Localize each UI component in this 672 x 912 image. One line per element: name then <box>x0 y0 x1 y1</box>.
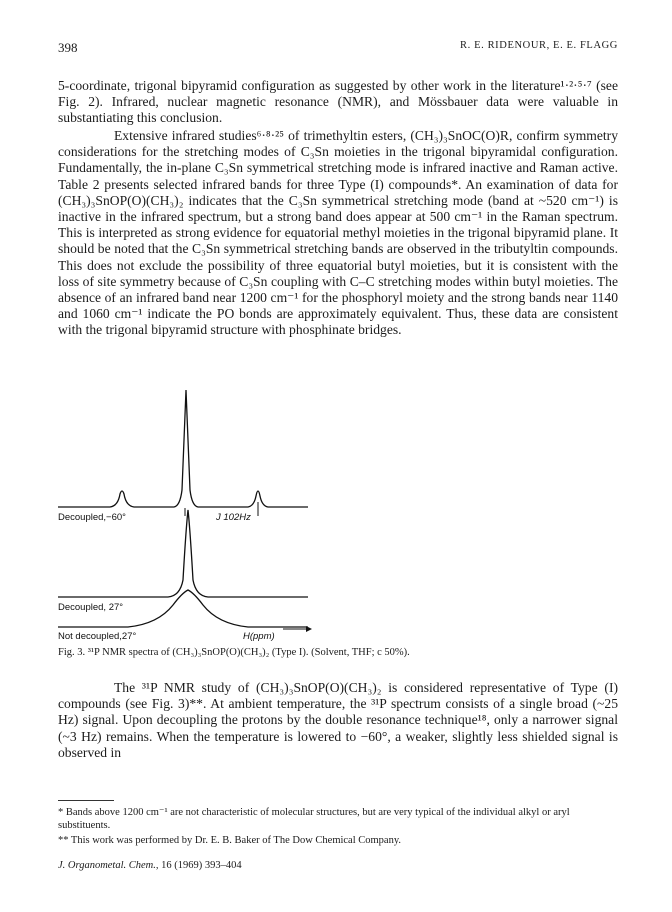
page-number: 398 <box>58 40 78 55</box>
paragraph-2-text: Extensive infrared studies⁶·⁸·²⁵ of trimethyltin esters, (CH₃)₃SnOC(O)R, confirm symmetry considerations for the stretching modes of C₃Sn moieties in the trigonal bipyramidal configuration. Fundamentally, the in-plane C₃Sn symmetrical stretching mode is infrared inactive and Raman active. Table 2 presents selected infrared bands for three Type (I) compounds*. An examination of data for (CH₃)₃SnOP(O)(CH₃)₂ indicates that the C₃Sn symmetrical stretching mode (band at ~520 cm⁻¹) is inactive in the infrared spectrum, but a strong band does appear at 500 cm⁻¹ in the Raman spectrum. This is interpreted as strong evidence for equatorial methyl moieties in the trigonal bipyramid plane. It should be noted that the C₃Sn symmetrical stretching bands are observed in the tributyltin compounds. This does not exclude the possibility of three equatorial butyl moieties, but it is consistent with the loss of site symmetry because of C₃Sn coupling with C–C stretching modes within butyl moieties. The absence of an infrared band near 1200 cm⁻¹ for the phosphoryl moiety and the strong bands near 1140 and 1060 cm⁻¹ indicate the PO bonds are approximately equivalent. Thus, these data are consistent with the trigonal bipyramid structure with phosphinate bridges. <box>58 128 618 338</box>
paragraph-3 <box>58 680 618 761</box>
coupling-constant-label: J 102Hz <box>216 512 251 523</box>
journal-citation <box>58 860 242 871</box>
paragraph-3-text: The ³¹P NMR study of (CH₃)₃SnOP(O)(CH₃)₂ is considered representative of Type (I) compounds (see Fig. 3)**. At ambient temperature, the ³¹P spectrum consists of a single broad (~25 Hz) signal. Upon decoupling the protons by the double resonance technique¹⁸, only a narrower signal (~3 Hz) remains. When the temperature is lowered to −60°, a weaker, slightly less shielded signal is observed in <box>58 680 618 760</box>
figure-caption: Fig. 3. ³¹P NMR spectra of (CH₃)₃SnOP(O)(CH₃)₂ (Type I). (Solvent, THF; c 50%). <box>58 647 410 658</box>
axis-arrow-head <box>306 626 312 632</box>
trace-label-decoupled-27: Decoupled, 27° <box>58 602 124 613</box>
journal-name: J. Organometal. Chem., <box>58 860 159 871</box>
running-authors: R. E. RIDENOUR, E. E. FLAGG <box>460 40 618 51</box>
trace-label-not-decoupled-27: Not decoupled,27° <box>58 631 137 642</box>
journal-volume: 16 (1969) 393–404 <box>161 860 242 871</box>
footnote-1: * Bands above 1200 cm⁻¹ are not characteristic of molecular structures, but are very typical of the individual alkyl or aryl substituents. <box>58 807 570 831</box>
x-axis-label: H(ppm) <box>243 631 275 642</box>
nmr-spectra-figure <box>58 390 618 642</box>
footnote-rule <box>58 800 114 801</box>
running-header <box>58 40 618 60</box>
spectrum-trace-decoupled-27 <box>58 510 308 597</box>
spectrum-trace-decoupled-minus60 <box>58 390 308 507</box>
trace-label-decoupled-minus60: Decoupled,−60° <box>58 512 126 523</box>
footnote-2: ** This work was performed by Dr. E. B. Baker of The Dow Chemical Company. <box>58 835 402 846</box>
paragraph-1-text: 5-coordinate, trigonal bipyramid configuration as suggested by other work in the literature¹·²·⁵·⁷ (see Fig. 2). Infrared, nuclear magnetic resonance (NMR), and Mössbauer data were valuable in substantiating this conclusion. <box>58 78 618 126</box>
paragraph-2 <box>58 128 618 339</box>
paragraph-1 <box>58 78 618 127</box>
